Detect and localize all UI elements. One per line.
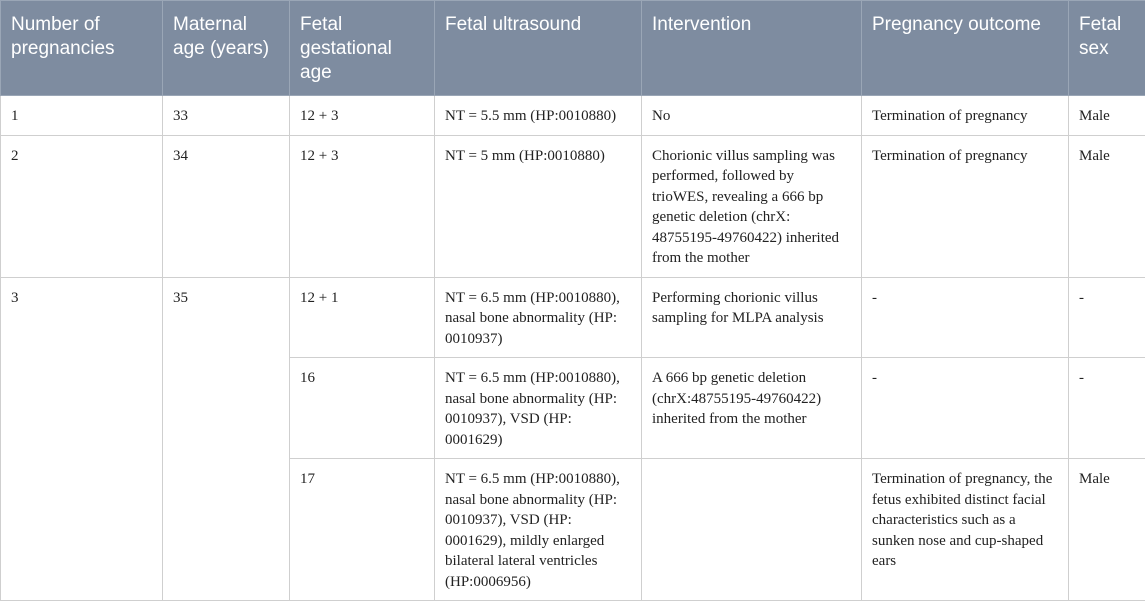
cell-sex: - (1069, 277, 1145, 358)
header-intervention: Intervention (642, 1, 862, 96)
cell-gestation: 12 + 3 (290, 135, 435, 277)
header-fetal-sex: Fetal sex (1069, 1, 1145, 96)
cell-intervention (642, 459, 862, 601)
cell-outcome: Termination of pregnancy (862, 135, 1069, 277)
cell-sex: Male (1069, 459, 1145, 601)
cell-outcome: Termination of pregnancy (862, 96, 1069, 136)
cell-outcome: Termination of pregnancy, the fetus exhibited distinct facial characteristics such as a sunken nose and cup-shaped ears (862, 459, 1069, 601)
cell-ultrasound: NT = 6.5 mm (HP:0010880), nasal bone abnormality (HP: 0010937) (435, 277, 642, 358)
cell-age: 35 (163, 277, 290, 601)
header-fetal-ultrasound: Fetal ultrasound (435, 1, 642, 96)
cell-intervention: Performing chorionic villus sampling for MLPA analysis (642, 277, 862, 358)
header-row (1, 1, 1145, 96)
cell-intervention: A 666 bp genetic deletion (chrX:48755195-49760422) inherited from the mother (642, 358, 862, 459)
cell-outcome: - (862, 358, 1069, 459)
cell-intervention: No (642, 96, 862, 136)
cell-outcome: - (862, 277, 1069, 358)
cell-gestation: 12 + 3 (290, 96, 435, 136)
cell-age: 34 (163, 135, 290, 277)
table-row (1, 96, 1145, 136)
table-row (1, 277, 1145, 358)
cell-ultrasound: NT = 5 mm (HP:0010880) (435, 135, 642, 277)
header-pregnancy-outcome: Pregnancy outcome (862, 1, 1069, 96)
cell-intervention: Chorionic villus sampling was performed, followed by trioWES, revealing a 666 bp genetic deletion (chrX: 48755195-49760422) inherited from the mother (642, 135, 862, 277)
cell-sex: Male (1069, 96, 1145, 136)
cell-number: 2 (1, 135, 163, 277)
cell-number: 1 (1, 96, 163, 136)
cell-ultrasound: NT = 5.5 mm (HP:0010880) (435, 96, 642, 136)
cell-ultrasound: NT = 6.5 mm (HP:0010880), nasal bone abnormality (HP: 0010937), VSD (HP: 0001629) (435, 358, 642, 459)
cell-sex: Male (1069, 135, 1145, 277)
header-number-of-pregnancies: Number of pregnancies (1, 1, 163, 96)
header-gestational-age: Fetal gestational age (290, 1, 435, 96)
cell-ultrasound: NT = 6.5 mm (HP:0010880), nasal bone abnormality (HP: 0010937), VSD (HP: 0001629), mildly enlarged bilateral lateral ventricles (HP:0006956) (435, 459, 642, 601)
cell-sex: - (1069, 358, 1145, 459)
cell-age: 33 (163, 96, 290, 136)
header-maternal-age: Maternal age (years) (163, 1, 290, 96)
cell-gestation: 12 + 1 (290, 277, 435, 358)
cell-number: 3 (1, 277, 163, 601)
cell-gestation: 16 (290, 358, 435, 459)
cell-gestation: 17 (290, 459, 435, 601)
table-row (1, 135, 1145, 277)
